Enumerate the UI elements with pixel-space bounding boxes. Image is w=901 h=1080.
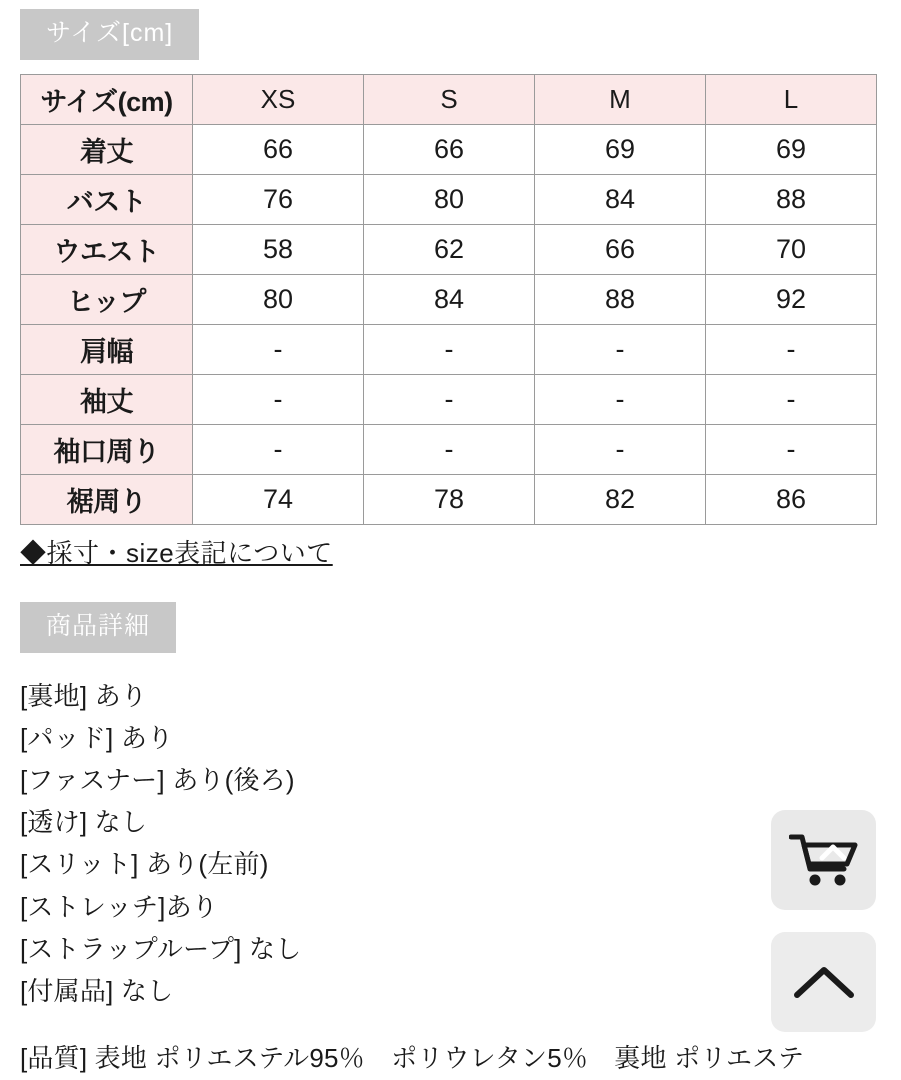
cell: 66 [364,125,535,175]
size-section-heading: サイズ[cm] [20,9,199,60]
cell: - [193,325,364,375]
size-table-body [21,125,877,525]
cell: - [193,425,364,475]
table-row [21,125,877,175]
cell: 62 [364,225,535,275]
cell: 58 [193,225,364,275]
cell: 78 [364,475,535,525]
row-label: 肩幅 [21,325,193,375]
cell: - [364,325,535,375]
cell: 86 [706,475,877,525]
cell: 88 [706,175,877,225]
list-item: [付属品] なし [20,975,174,1006]
cell: 69 [535,125,706,175]
cell: - [706,325,877,375]
table-row [21,425,877,475]
list-item: [パッド] あり [20,723,174,754]
table-row [21,275,877,325]
list-item: [ストラップループ] なし [20,933,302,964]
cell: 84 [535,175,706,225]
table-row [21,175,877,225]
size-column-header-xs: XS [193,75,364,125]
cell: 80 [364,175,535,225]
floating-action-buttons [771,810,876,1032]
size-column-header-s: S [364,75,535,125]
table-row [21,325,877,375]
cell: 70 [706,225,877,275]
list-item: [ファスナー] あり(後ろ) [20,765,295,796]
cell: 76 [193,175,364,225]
cell: 80 [193,275,364,325]
cell: - [535,425,706,475]
scroll-top-button[interactable] [771,932,876,1032]
row-label: 裾周り [21,475,193,525]
measurement-note-link[interactable]: ◆採寸・size表記について [20,538,333,568]
cell: 69 [706,125,877,175]
cell: - [193,375,364,425]
cell: 74 [193,475,364,525]
list-item: [透け] なし [20,807,148,838]
cell: 92 [706,275,877,325]
table-header-row [21,75,877,125]
table-row [21,375,877,425]
row-label: ヒップ [21,275,193,325]
row-label: 袖丈 [21,375,193,425]
cell: 66 [535,225,706,275]
cell: - [364,425,535,475]
size-table-wrap [20,74,881,525]
size-table-corner-label: サイズ(cm) [21,75,193,125]
row-label: ウエスト [21,225,193,275]
cell: - [706,375,877,425]
cart-button[interactable] [771,810,876,910]
cell: 88 [535,275,706,325]
cell: 66 [193,125,364,175]
chevron-up-icon [771,932,876,1032]
size-column-header-m: M [535,75,706,125]
size-column-header-l: L [706,75,877,125]
list-item: [裏地] あり [20,681,148,711]
details-section [20,602,881,653]
quality-text: [品質] 表地 ポリエステル95％ ポリウレタン5％ 裏地 ポリエステ [20,1042,805,1073]
product-details-list [20,675,881,1012]
details-section-heading: 商品詳細 [20,602,176,653]
row-label: バスト [21,175,193,225]
size-table [20,74,877,525]
table-row [21,475,877,525]
cell: - [535,375,706,425]
cell: - [535,325,706,375]
size-table-head [21,75,877,125]
row-label: 袖口周り [21,425,193,475]
list-item: [スリット] あり(左前) [20,849,269,880]
shopping-cart-icon [771,810,876,910]
row-label: 着丈 [21,125,193,175]
size-section [20,0,881,60]
cell: - [706,425,877,475]
table-row [21,225,877,275]
cell: - [364,375,535,425]
cell: 82 [535,475,706,525]
cell: 84 [364,275,535,325]
list-item: [ストレッチ]あり [20,891,218,922]
